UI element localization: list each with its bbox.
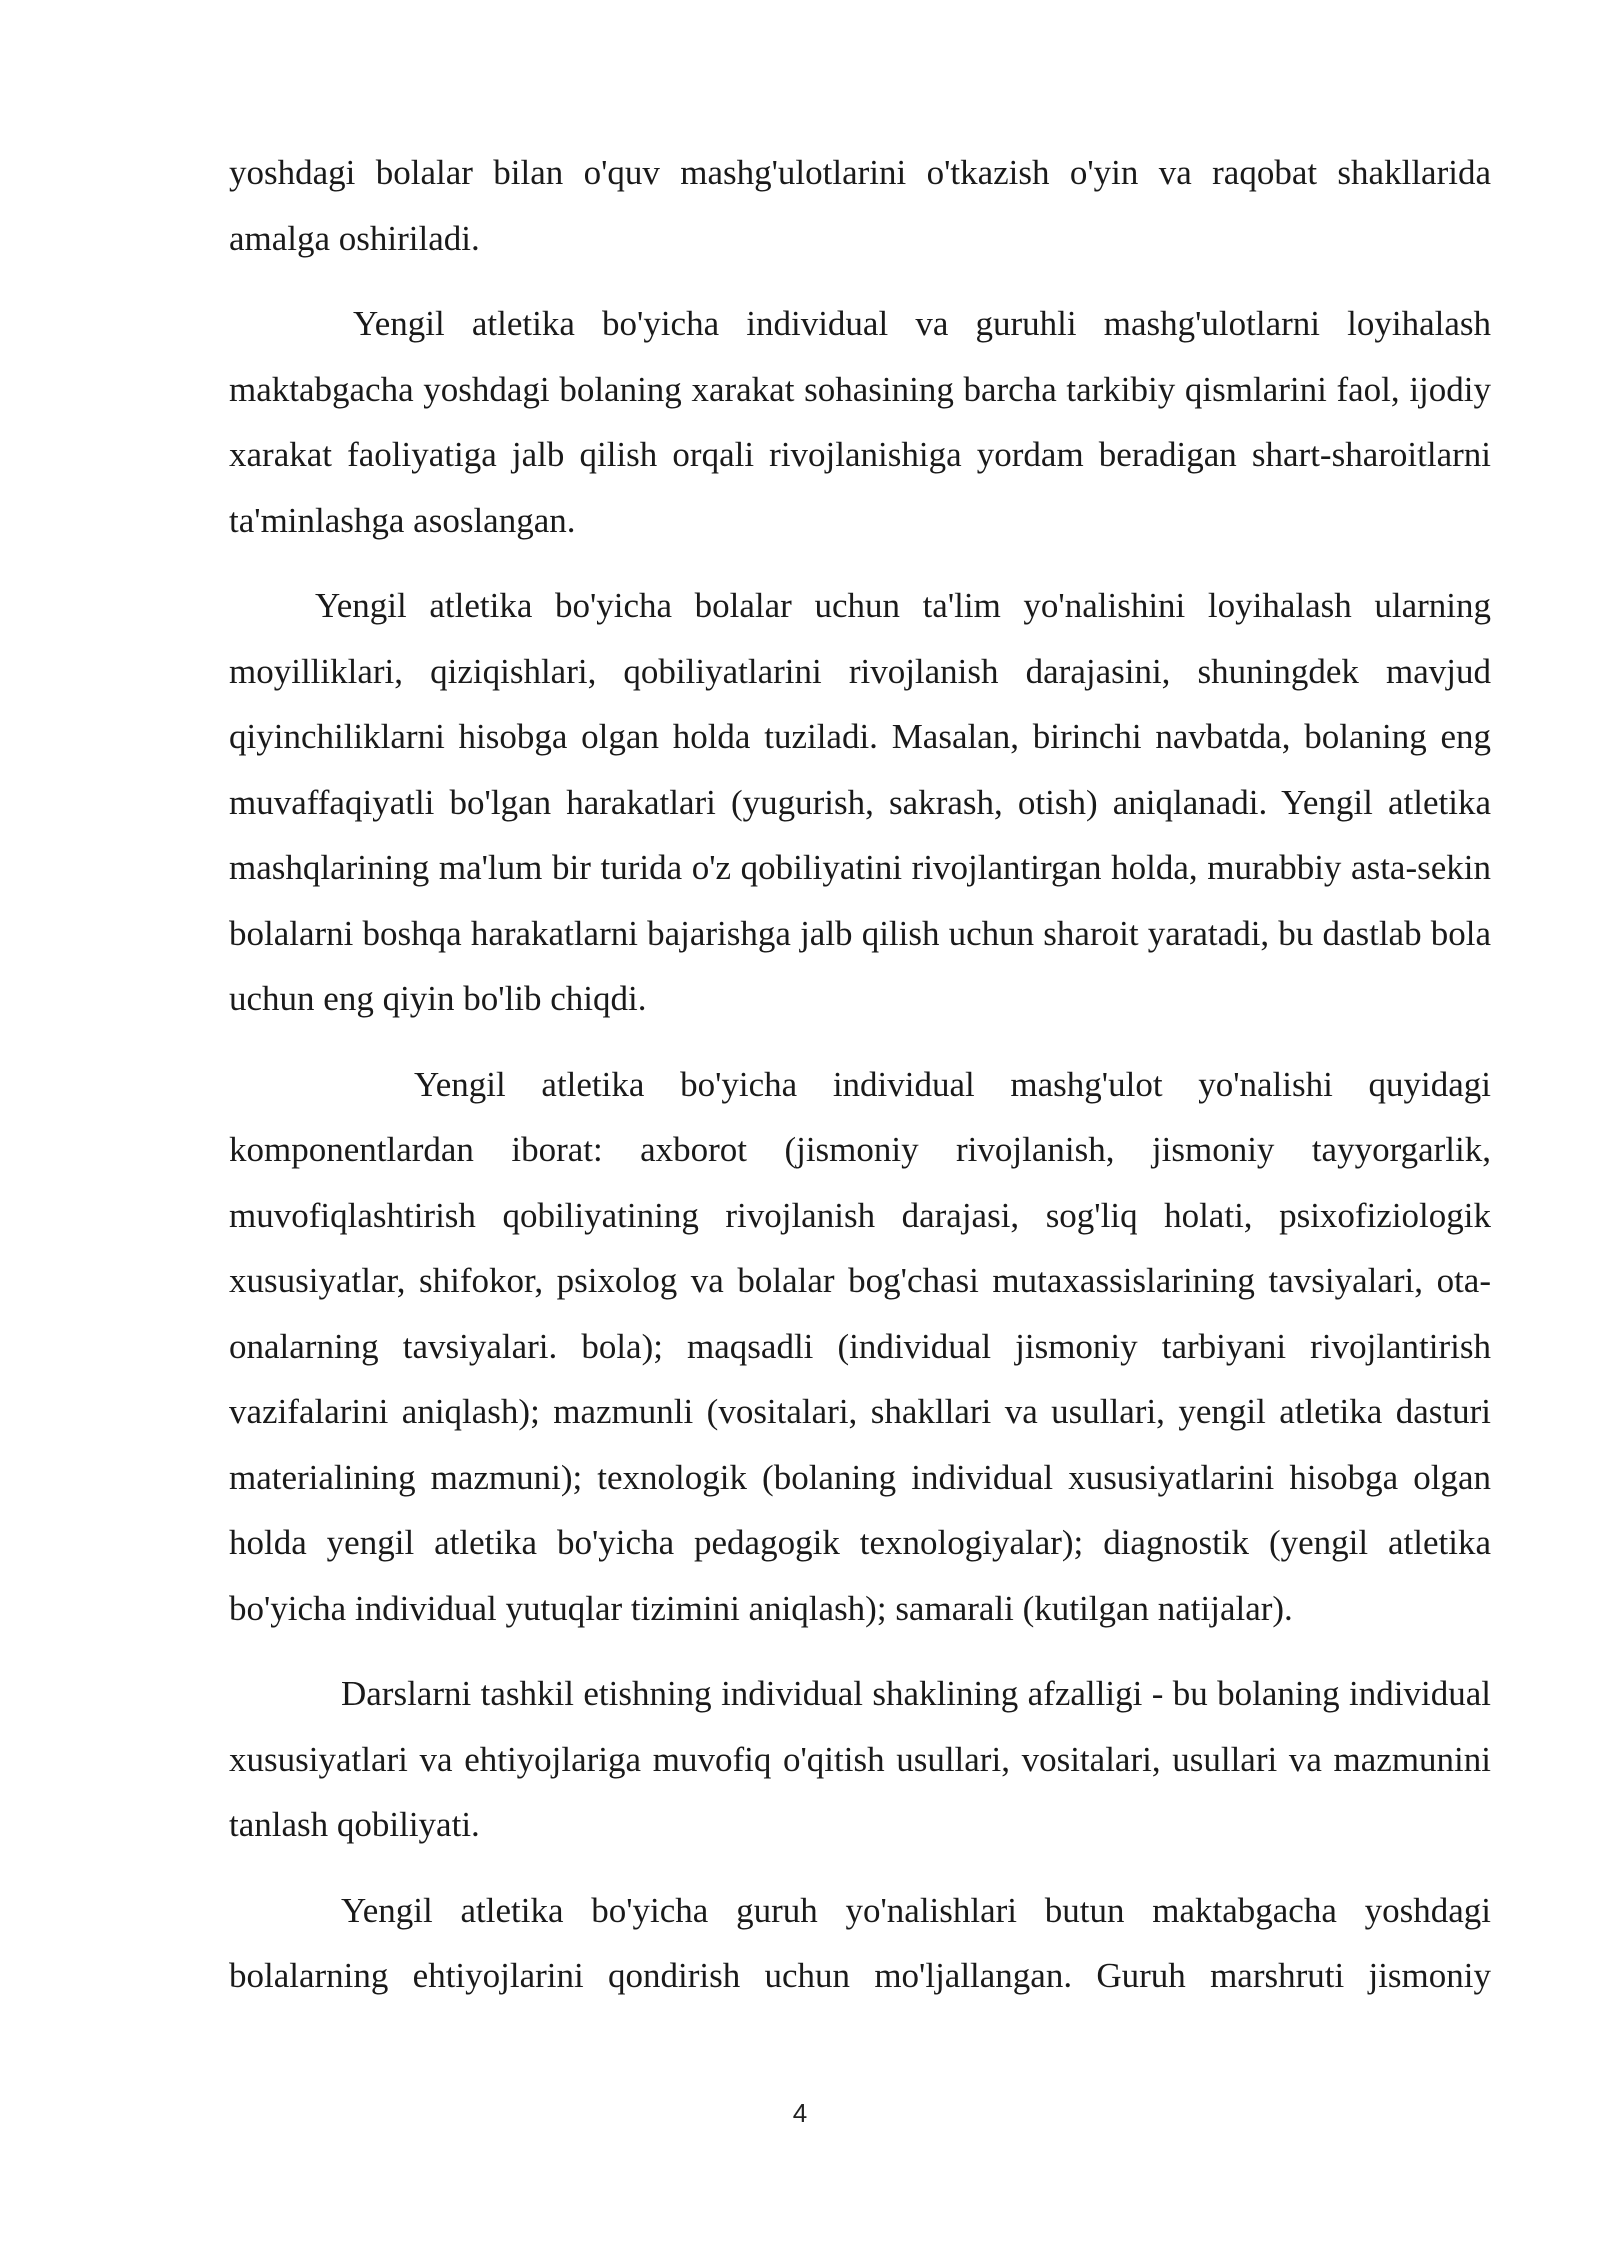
- paragraph-individual-components: Yengil atletika bo'yicha individual mashg'ulot yo'nalishi quyidagi komponentlardan iborat: axborot (jismoniy rivojlanish, jismoniy tayyorgarlik, muvofiqlashtirish qobiliyatining rivojlanish darajasi, sog'liq holati, psixofiziologik xususiyatlar, shifokor, psixolog va bolalar bog'chasi mutaxassislarining tavsiyalari, ota-onalarning tavsiyalari. bola); maqsadli (individual jismoniy tarbiyani rivojlantirish vazifalarini aniqlash); mazmunli (vositalari, shakllari va usullari, yengil atletika dasturi materialining mazmuni); texnologik (bolaning individual xususiyatlarini hisobga olgan holda yengil atletika bo'yicha pedagogik texnologiyalar); diagnostik (yengil atletika bo'yicha individual yutuqlar tizimini aniqlash); samarali (kutilgan natijalar).: [229, 1064, 1491, 1628]
- page-number: 4: [792, 2098, 808, 2128]
- paragraph-project-design: Yengil atletika bo'yicha individual va guruhli mashg'ulotlarni loyihalash maktabgacha yoshdagi bolaning xarakat sohasining barcha tarkibiy qismlarini faol, ijodiy xarakat faoliyatiga jalb qilish orqali rivojlanishiga yordam beradigan shart-sharoitlarni ta'minlashga asoslangan.: [229, 304, 1491, 540]
- paragraph-continuation: yoshdagi bolalar bilan o'quv mashg'ulotlarini o'tkazish o'yin va raqobat shakllarida amalga oshiriladi.: [229, 153, 1491, 258]
- body-text: [229, 140, 1491, 2029]
- paragraph-individual-advantage: Darslarni tashkil etishning individual shaklining afzalligi - bu bolaning individual xususiyatlari va ehtiyojlariga muvofiq o'qitish usullari, vositalari, usullari va mazmunini tanlash qobiliyati.: [229, 1674, 1491, 1844]
- paragraph-education-direction: Yengil atletika bo'yicha bolalar uchun ta'lim yo'nalishini loyihalash ularning moyilliklari, qiziqishlari, qobiliyatlarini rivojlanish darajasini, shuningdek mavjud qiyinchiliklarni hisobga olgan holda tuziladi. Masalan, birinchi navbatda, bolaning eng muvaffaqiyatli bo'lgan harakatlari (yugurish, sakrash, otish) aniqlanadi. Yengil atletika mashqlarining ma'lum bir turida o'z qobiliyatini rivojlantirgan holda, murabbiy asta-sekin bolalarni boshqa harakatlarni bajarishga jalb qilish uchun sharoit yaratadi, bu dastlab bola uchun eng qiyin bo'lib chiqdi.: [229, 586, 1491, 1018]
- paragraph-group-directions: Yengil atletika bo'yicha guruh yo'nalishlari butun maktabgacha yoshdagi bolalarning ehtiyojlarini qondirish uchun mo'ljallangan. Guruh marshruti jismoniy: [229, 1890, 1491, 1995]
